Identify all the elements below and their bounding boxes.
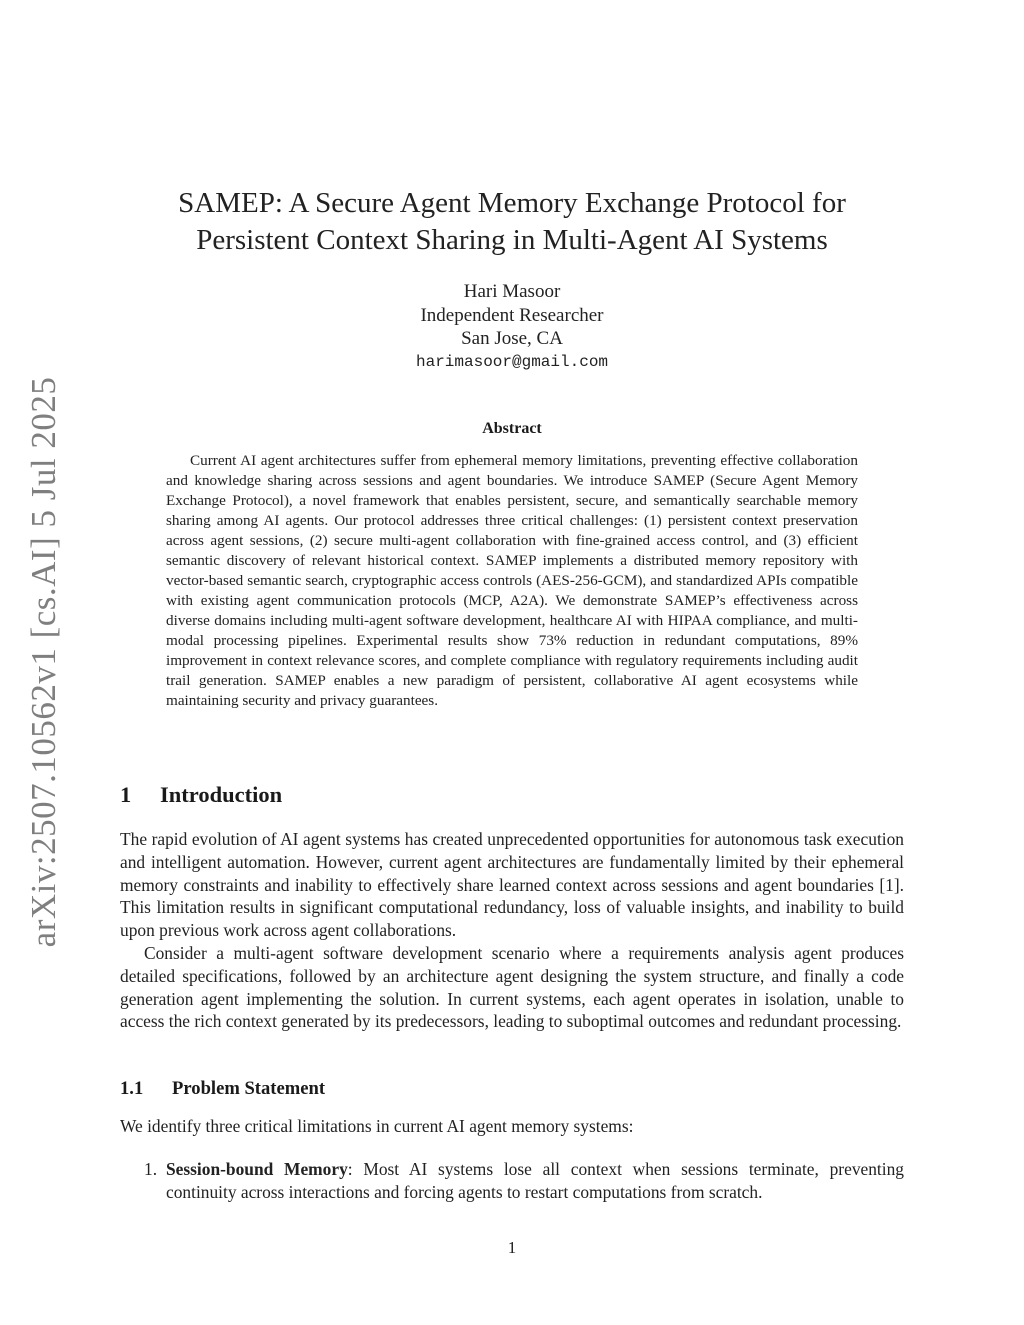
list-item-text <box>166 1158 904 1204</box>
section-number: 1 <box>120 782 132 807</box>
subsection-title: Problem Statement <box>172 1078 326 1099</box>
paper-title <box>0 185 1024 259</box>
arxiv-identifier-stamp: arXiv:2507.10562v1 [cs.AI] 5 Jul 2025 <box>24 376 63 948</box>
author-location: San Jose, CA <box>461 328 563 349</box>
page-number: 1 <box>507 1238 517 1257</box>
subsection-heading-problem-statement <box>120 1078 325 1100</box>
abstract-heading: Abstract <box>482 420 542 437</box>
introduction-paragraph-2: Consider a multi-agent software development scenario where a requirements analysis agent produces detailed specifications, followed by an architecture agent designing the system structure, and finally a code generation agent implementing the solution. In current systems, each agent operates in isolation, unable to access the rich context generated by its predecessors, leading to suboptimal outcomes and redundant processing. <box>120 943 904 1032</box>
author-email: harimasoor@gmail.com <box>415 352 609 371</box>
author-block <box>0 280 1024 374</box>
introduction-paragraph-1: The rapid evolution of AI agent systems has created unprecedented opportunities for autonomous task execution and intelligent automation. However, current agent architectures are fundamentally limited by their ephemeral memory constraints and inability to effectively share learned context across sessions and agent boundaries [1]. This limitation results in significant computational redundancy, loss of valuable insights, and inability to build upon previous work across agent collaborations. <box>120 829 904 941</box>
section-title: Introduction <box>160 782 283 807</box>
list-item <box>120 1158 904 1204</box>
list-item-description: : Most AI systems lose all context when sessions terminate, preventing continuity across interactions and forcing agents to restart computations from scratch. <box>166 1159 904 1202</box>
paper-title-line-2: Persistent Context Sharing in Multi-Agent AI Systems <box>196 224 828 256</box>
abstract-body: Current AI agent architectures suffer from ephemeral memory limitations, preventing effective collaboration and knowledge sharing across sessions and agent boundaries. We introduce SAMEP (Secure Agent Memory Exchange Protocol), a novel framework that enables persistent, secure, and semantically searchable memory sharing among AI agents. Our protocol addresses three critical challenges: (1) persistent context preservation across agent sessions, (2) secure multi-agent collaboration with fine-grained access control, and (3) efficient semantic discovery of relevant historical context. SAMEP implements a distributed memory repository with vector-based semantic search, cryptographic access controls (AES-256-GCM), and standardized APIs compatible with existing agent communication protocols (MCP, A2A). We demonstrate SAMEP’s effectiveness across diverse domains including multi-agent software development, healthcare AI with HIPAA compliance, and multi-modal processing pipelines. Experimental results show 73% reduction in redundant computations, 89% improvement in context relevance scores, and complete compliance with regulatory requirements including audit trail generation. SAMEP enables a new paradigm of persistent, collaborative AI agent ecosystems while maintaining security and privacy guarantees. <box>166 452 858 709</box>
list-item-marker: 1. <box>144 1159 158 1179</box>
paper-title-line-1: SAMEP: A Secure Agent Memory Exchange Protocol for <box>178 187 846 219</box>
author-name: Hari Masoor <box>463 281 561 302</box>
list-item-term: Session-bound Memory <box>166 1159 348 1179</box>
subsection-number: 1.1 <box>120 1078 144 1099</box>
author-affiliation: Independent Researcher <box>420 304 604 326</box>
problem-statement-intro: We identify three critical limitations in current AI agent memory systems: <box>120 1116 634 1136</box>
section-heading-introduction <box>120 782 282 808</box>
